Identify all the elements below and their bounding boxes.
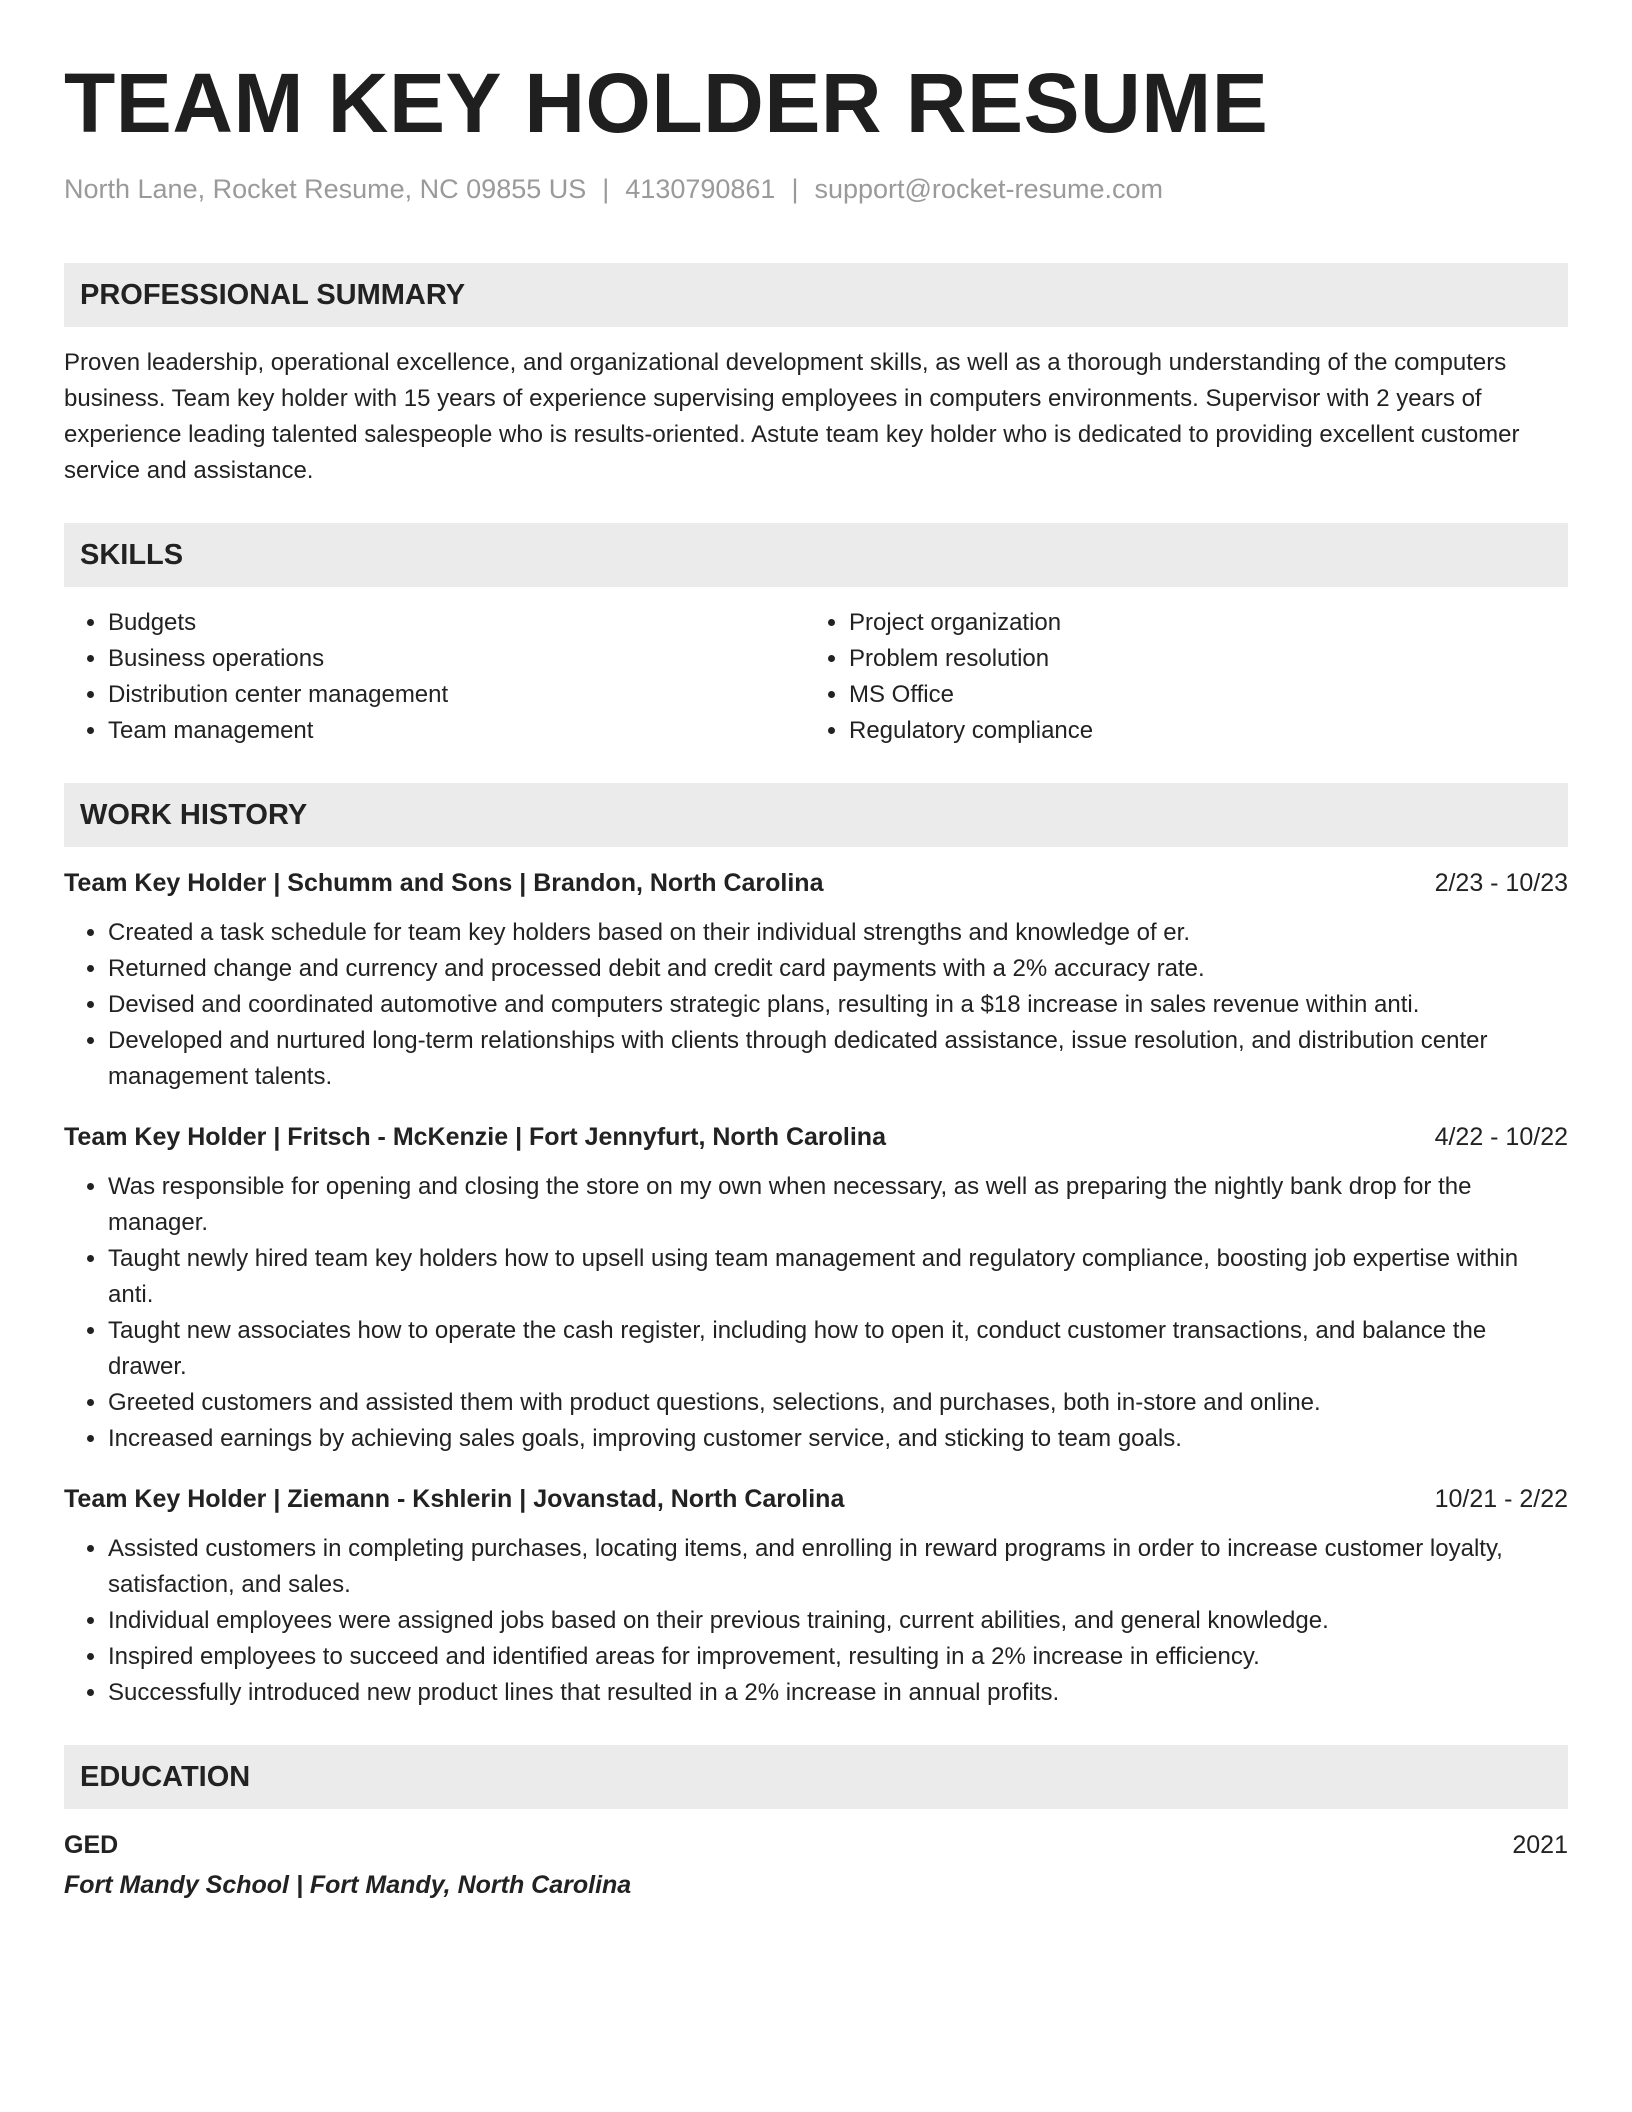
skills-heading: SKILLS	[64, 523, 1568, 587]
education-school: Fort Mandy School | Fort Mandy, North Carolina	[64, 1871, 632, 1900]
job-bullet: • Assisted customers in completing purchases, locating items, and enrolling in reward programs in order to increase customer loyalty, satisfaction, and sales.	[108, 1531, 1568, 1603]
education-heading: EDUCATION	[64, 1745, 1568, 1809]
job-bullets	[64, 1169, 1568, 1457]
skill-item: • Business operations	[108, 641, 805, 677]
skill-item: • Budgets	[108, 605, 805, 641]
job-bullet: • Increased earnings by achieving sales goals, improving customer service, and sticking to team goals.	[108, 1421, 1568, 1457]
contact-line	[64, 172, 1568, 207]
work-history-heading: WORK HISTORY	[64, 783, 1568, 847]
job-header	[64, 1481, 1568, 1517]
job-title: Team Key Holder | Ziemann - Kshlerin | Jovanstad, North Carolina	[64, 1485, 845, 1514]
job-bullet: • Developed and nurtured long-term relationships with clients through dedicated assistance, issue resolution, and distribution center management talents.	[108, 1023, 1568, 1095]
education-degree: GED	[64, 1831, 119, 1860]
job-entry	[64, 1119, 1568, 1457]
education-year: 2021	[1512, 1831, 1568, 1860]
skill-item: • MS Office	[849, 677, 1568, 713]
job-bullet: • Taught newly hired team key holders how to upsell using team management and regulatory compliance, boosting job expertise within anti.	[108, 1241, 1568, 1313]
summary-heading: PROFESSIONAL SUMMARY	[64, 263, 1568, 327]
job-dates: 4/22 - 10/22	[1434, 1123, 1568, 1152]
contact-phone: 4130790861	[625, 174, 776, 205]
job-entry	[64, 1481, 1568, 1711]
contact-separator: |	[602, 174, 610, 205]
job-bullet: • Greeted customers and assisted them with product questions, selections, and purchases, both in-store and online.	[108, 1385, 1568, 1421]
skills-column-left	[64, 605, 805, 749]
job-bullets	[64, 1531, 1568, 1711]
job-bullet: • Successfully introduced new product lines that resulted in a 2% increase in annual profits.	[108, 1675, 1568, 1711]
skill-item: • Regulatory compliance	[849, 713, 1568, 749]
job-entry	[64, 865, 1568, 1095]
contact-email: support@rocket-resume.com	[814, 174, 1163, 205]
job-bullet: • Created a task schedule for team key holders based on their individual strengths and knowledge of er.	[108, 915, 1568, 951]
skills-list	[64, 605, 1568, 749]
skill-item: • Team management	[108, 713, 805, 749]
job-bullet: • Devised and coordinated automotive and computers strategic plans, resulting in a $18 increase in sales revenue within anti.	[108, 987, 1568, 1023]
contact-separator: |	[791, 174, 799, 205]
skill-item: • Problem resolution	[849, 641, 1568, 677]
summary-text: Proven leadership, operational excellence, and organizational development skills, as well as a thorough understanding of the computers business. Team key holder with 15 years of experience supervising employees in computers environments. Supervisor with 2 years of experience leading talented salespeople who is results-oriented. Astute team key holder who is dedicated to providing excellent customer service and assistance.	[64, 349, 1520, 485]
job-bullet: • Was responsible for opening and closing the store on my own when necessary, as well as preparing the nightly bank drop for the manager.	[108, 1169, 1568, 1241]
job-dates: 2/23 - 10/23	[1434, 869, 1568, 898]
job-bullet: • Individual employees were assigned jobs based on their previous training, current abilities, and general knowledge.	[108, 1603, 1568, 1639]
job-title: Team Key Holder | Fritsch - McKenzie | Fort Jennyfurt, North Carolina	[64, 1123, 886, 1152]
job-bullet: • Taught new associates how to operate the cash register, including how to open it, conduct customer transactions, and balance the drawer.	[108, 1313, 1568, 1385]
skills-column-right	[805, 605, 1568, 749]
skill-item: • Project organization	[849, 605, 1568, 641]
job-header	[64, 865, 1568, 901]
education-header	[64, 1827, 1568, 1863]
job-bullet: • Returned change and currency and processed debit and credit card payments with a 2% accuracy rate.	[108, 951, 1568, 987]
contact-address: North Lane, Rocket Resume, NC 09855 US	[64, 174, 587, 205]
skill-item: • Distribution center management	[108, 677, 805, 713]
resume-title: TEAM KEY HOLDER RESUME	[64, 56, 1269, 150]
job-title: Team Key Holder | Schumm and Sons | Brandon, North Carolina	[64, 869, 824, 898]
job-header	[64, 1119, 1568, 1155]
job-bullet: • Inspired employees to succeed and identified areas for improvement, resulting in a 2% increase in efficiency.	[108, 1639, 1568, 1675]
job-bullets	[64, 915, 1568, 1095]
job-dates: 10/21 - 2/22	[1434, 1485, 1568, 1514]
